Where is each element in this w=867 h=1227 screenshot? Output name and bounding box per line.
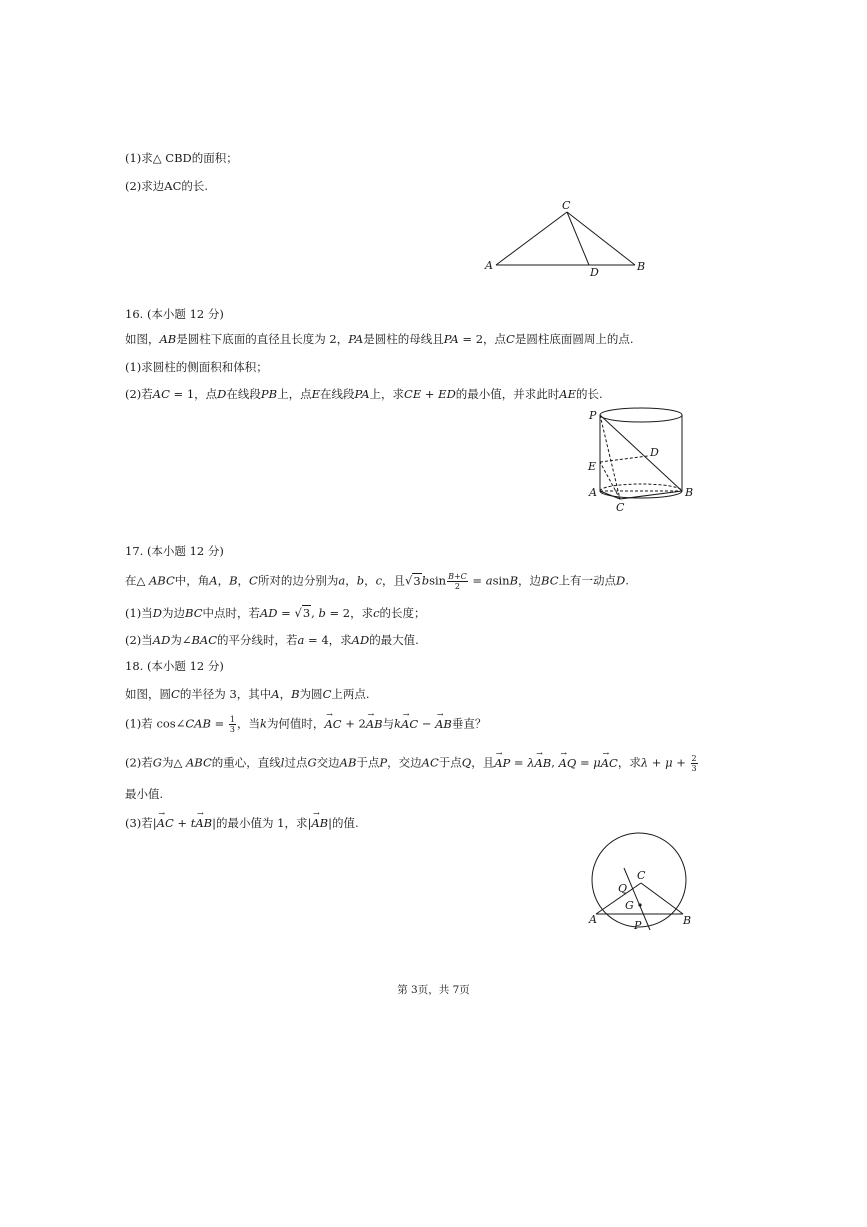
cylinder-figure — [588, 404, 698, 514]
label-d: D — [650, 446, 659, 459]
q18-heading: 18. (本小题 12 分) — [125, 659, 224, 673]
label-g: G — [625, 899, 634, 912]
q15-part1: (1)求△ CBD的面积； — [125, 151, 238, 165]
q18-part3: (3)若|AC → + tAB →|的最小值为 1，求|AB →|的值. — [125, 815, 359, 831]
q18-stem: 如图，圆C的半径为 3，其中A，B为圆C上两点. — [125, 687, 370, 701]
q17-stem: 在△ ABC中，角A，B，C所对的边分别为a，b，c，且√3bsin $\frac{B+C}{2}$ = asinB，边BC上有一动点D. — [125, 572, 629, 591]
circle-figure — [584, 832, 699, 937]
q18-part2-cont: 最小值. — [125, 787, 164, 801]
label-b: B — [637, 260, 646, 273]
q18-part2: (2)若G为△ ABC的重心，直线l过点G交边AB于点P，交边AC于点Q，且AP → = λAB →, AQ → = μAC →，求λ + μ + $\frac{2}{3}$ — [125, 754, 699, 773]
label-d: D — [590, 266, 599, 279]
q15-part2: (2)求边AC的长. — [125, 179, 209, 193]
triangle-lines — [496, 212, 635, 265]
label-e: E — [588, 460, 597, 473]
q17-part1: (1)当D为边BC中点时，若AD = √3, b = 2，求c的长度； — [125, 606, 426, 620]
q16-part2: (2)若AC = 1，点D在线段PB上，点E在线段PA上，求CE + ED的最小值，并求此时AE的长. — [125, 387, 603, 401]
label-b: B — [683, 914, 692, 927]
page-footer: 第 3页，共 7页 — [397, 984, 470, 996]
label-p: P — [589, 409, 597, 422]
label-a: A — [485, 259, 493, 272]
q18-part1: (1)若 cos∠CAB = $\frac{1}{3}$ ，当k为何值时，AC → + 2AB →与kAC → − AB →垂直？ — [125, 715, 486, 734]
label-b: B — [685, 486, 694, 499]
label-c: C — [562, 199, 571, 212]
q16-stem: 如图，AB是圆柱下底面的直径且长度为 2，PA是圆柱的母线且PA = 2，点C是圆柱底面圆周上的点. — [125, 332, 634, 346]
triangle-abc-figure — [484, 196, 654, 281]
label-a: A — [589, 913, 597, 926]
centroid-dot — [638, 903, 641, 906]
label-c: C — [616, 501, 625, 514]
q17-part2: (2)当AD为∠BAC的平分线时，若a = 4，求AD的最大值. — [125, 633, 419, 647]
label-a: A — [589, 486, 597, 499]
q17-heading: 17. (本小题 12 分) — [125, 544, 224, 558]
label-q: Q — [618, 882, 628, 895]
q16-heading: 16. (本小题 12 分) — [125, 307, 224, 321]
q16-part1: (1)求圆柱的侧面积和体积； — [125, 360, 268, 374]
label-p: P — [634, 919, 642, 932]
label-c: C — [637, 869, 646, 882]
